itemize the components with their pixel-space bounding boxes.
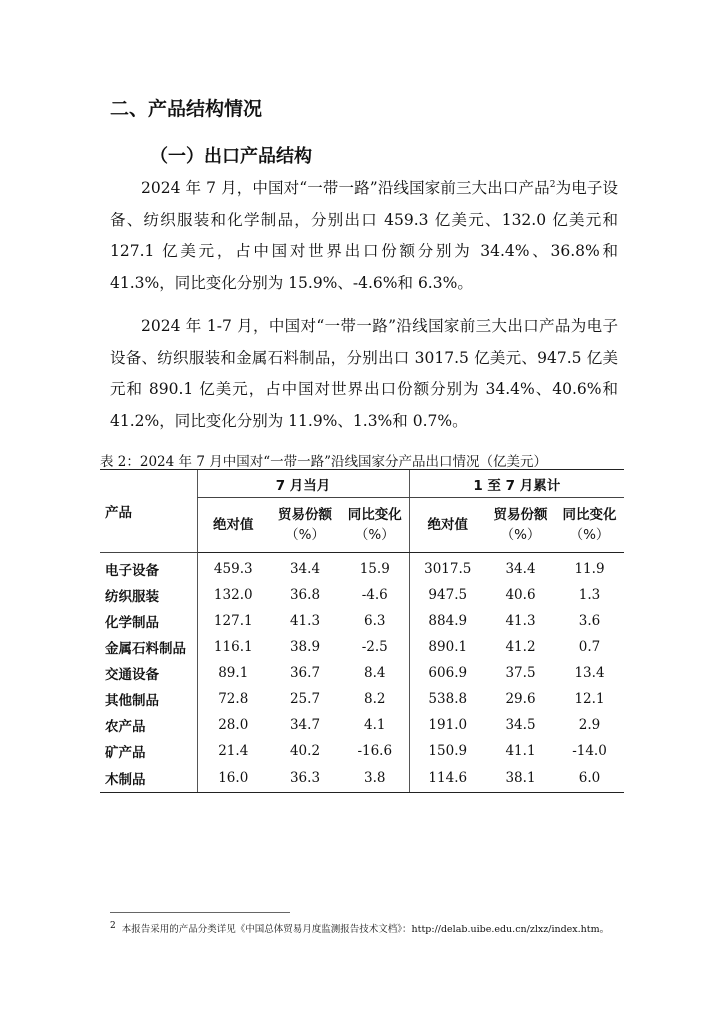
header-month-share bbox=[269, 498, 341, 553]
cell-month-abs: 21.4 bbox=[197, 738, 269, 764]
footnote-divider bbox=[110, 912, 290, 913]
cell-cum-abs: 606.9 bbox=[409, 660, 486, 686]
table-row bbox=[100, 712, 624, 738]
cell-month-share: 34.4 bbox=[289, 561, 321, 577]
cell-month-share: 41.3 bbox=[289, 613, 321, 629]
cell-cum-share: 29.6 bbox=[505, 691, 536, 707]
cell-cum-yoy: 1.3 bbox=[578, 587, 601, 603]
header-group-cumulative: 1 至 7 月累计 bbox=[409, 470, 624, 498]
cell-month-yoy: 8.2 bbox=[364, 691, 386, 707]
cell-month-abs: 127.1 bbox=[197, 608, 269, 634]
header-month-share-unit: （%） bbox=[285, 527, 325, 543]
cell-cum-yoy: 12.1 bbox=[574, 691, 605, 707]
cell-cum-yoy: 11.9 bbox=[574, 561, 605, 577]
cell-month-yoy: -4.6 bbox=[361, 587, 388, 603]
cell-cum-share: 41.1 bbox=[505, 743, 536, 759]
cell-cum-yoy: 13.4 bbox=[574, 665, 605, 681]
cell-cum-abs: 114.6 bbox=[409, 764, 486, 793]
cell-cum-share: 38.1 bbox=[486, 764, 555, 793]
cell-month-abs: 459.3 bbox=[197, 553, 269, 583]
cell-month-yoy: 4.1 bbox=[364, 717, 386, 733]
footnote-text: 本报告采用的产品分类详见《中国总体贸易月度监测报告技术文档》：http://delab.uibe.edu.cn/zlxz/index.htm。 bbox=[121, 924, 610, 935]
cell-month-abs: 116.1 bbox=[197, 634, 269, 660]
cell-month-share: 36.3 bbox=[269, 764, 341, 793]
subsection-heading: （一）出口产品结构 bbox=[150, 146, 312, 167]
cell-product: 化学制品 bbox=[105, 615, 159, 631]
cell-month-abs: 132.0 bbox=[197, 582, 269, 608]
cell-cum-abs: 884.9 bbox=[409, 608, 486, 634]
cell-month-yoy: 8.4 bbox=[364, 665, 386, 681]
table-row bbox=[100, 608, 624, 634]
header-month-share-label: 贸易份额 bbox=[278, 507, 332, 523]
table-row bbox=[100, 553, 624, 583]
cell-month-abs: 28.0 bbox=[197, 712, 269, 738]
cell-product: 金属石料制品 bbox=[105, 641, 186, 657]
cell-cum-share: 34.5 bbox=[505, 717, 536, 733]
cell-month-abs: 72.8 bbox=[197, 686, 269, 712]
header-cum-abs-label: 绝对值 bbox=[427, 517, 468, 533]
table-row bbox=[100, 660, 624, 686]
cell-cum-abs: 191.0 bbox=[409, 712, 486, 738]
table-row bbox=[100, 738, 624, 764]
table-caption: 表 2：2024 年 7 月中国对“一带一路”沿线国家分产品出口情况（亿美元） bbox=[100, 454, 548, 470]
cell-month-yoy: 6.3 bbox=[364, 613, 386, 629]
header-cum-abs bbox=[409, 498, 486, 553]
cell-product: 矿产品 bbox=[105, 745, 146, 761]
cell-cum-share: 41.2 bbox=[505, 639, 536, 655]
cell-month-share: 38.9 bbox=[289, 639, 321, 655]
cell-product: 其他制品 bbox=[105, 693, 159, 709]
cell-cum-abs: 890.1 bbox=[409, 634, 486, 660]
cell-month-share: 25.7 bbox=[289, 691, 321, 707]
cell-month-yoy: -2.5 bbox=[361, 639, 388, 655]
header-cum-yoy bbox=[555, 498, 624, 553]
cell-product: 电子设备 bbox=[105, 563, 159, 579]
header-month-yoy bbox=[341, 498, 409, 553]
cell-month-share: 36.8 bbox=[289, 587, 321, 603]
header-product: 产品 bbox=[100, 470, 197, 553]
cell-product: 交通设备 bbox=[105, 667, 159, 683]
table-header-group-row bbox=[100, 470, 624, 498]
export-products-table bbox=[100, 469, 624, 793]
cell-cum-yoy: 2.9 bbox=[578, 717, 601, 733]
footnote bbox=[110, 921, 670, 935]
cell-cum-share: 41.3 bbox=[505, 613, 536, 629]
table-row bbox=[100, 582, 624, 608]
cell-month-share: 40.2 bbox=[289, 743, 321, 759]
header-cum-share bbox=[486, 498, 555, 553]
cell-cum-share: 37.5 bbox=[505, 665, 536, 681]
footnote-number: 2 bbox=[110, 920, 116, 931]
header-month-yoy-label: 同比变化 bbox=[347, 507, 402, 523]
cell-cum-abs: 947.5 bbox=[409, 582, 486, 608]
cell-month-yoy: 3.8 bbox=[341, 764, 409, 793]
cell-month-abs: 16.0 bbox=[197, 764, 269, 793]
cell-cum-yoy: 0.7 bbox=[578, 639, 601, 655]
cell-cum-yoy: 3.6 bbox=[578, 613, 601, 629]
header-cum-share-label: 贸易份额 bbox=[493, 507, 548, 523]
cell-product: 农产品 bbox=[105, 719, 146, 735]
header-cum-share-unit: （%） bbox=[500, 527, 541, 543]
table-row bbox=[100, 686, 624, 712]
cell-month-abs: 89.1 bbox=[197, 660, 269, 686]
header-month-abs bbox=[197, 498, 269, 553]
cell-cum-abs: 150.9 bbox=[409, 738, 486, 764]
cell-month-yoy: -16.6 bbox=[357, 743, 393, 759]
paragraph-july-text-a: 2024 年 7 月，中国对“一带一路”沿线国家前三大出口产品 bbox=[141, 179, 550, 197]
cell-cum-share: 40.6 bbox=[505, 587, 536, 603]
cell-cum-yoy: -14.0 bbox=[572, 743, 607, 759]
paragraph-july-text-b: 为电子设备、纺织服装和化学制品，分别出口 459.3 亿美元、132.0 亿美元和 127.1 亿美元，占中国对世界出口份额分别为 34.4%、36.8%和 41.3%，同比变化分别为 15.9%、-4.6%和 6.3%。 bbox=[110, 179, 618, 292]
cell-cum-share: 34.4 bbox=[505, 561, 536, 577]
paragraph-jan-jul: 2024 年 1-7 月，中国对“一带一路”沿线国家前三大出口产品为电子设备、纺织服装和金属石料制品，分别出口 3017.5 亿美元、947.5 亿美元和 890.1 亿美元，占中国对世界出口份额分别为 34.4%、40.6%和 41.2%，同比变化分别为 11.9%、1.3%和 0.7%。 bbox=[110, 317, 618, 430]
cell-month-share: 34.7 bbox=[289, 717, 321, 733]
cell-month-share: 36.7 bbox=[289, 665, 321, 681]
header-cum-yoy-unit: （%） bbox=[569, 527, 610, 543]
cell-month-yoy: 15.9 bbox=[359, 561, 390, 577]
section-heading: 二、产品结构情况 bbox=[110, 98, 263, 120]
table-row bbox=[100, 764, 624, 793]
table-row bbox=[100, 634, 624, 660]
header-group-month: 7 月当月 bbox=[197, 470, 409, 498]
header-month-yoy-unit: （%） bbox=[354, 527, 395, 543]
header-month-abs-label: 绝对值 bbox=[213, 517, 254, 533]
header-cum-yoy-label: 同比变化 bbox=[562, 507, 617, 523]
footnote-ref[interactable]: 2 bbox=[549, 179, 556, 190]
cell-product: 木制品 bbox=[100, 764, 197, 793]
cell-cum-abs: 538.8 bbox=[409, 686, 486, 712]
cell-cum-yoy: 6.0 bbox=[555, 764, 624, 793]
cell-cum-abs: 3017.5 bbox=[409, 553, 486, 583]
cell-product: 纺织服装 bbox=[105, 589, 159, 605]
paragraph-july bbox=[110, 173, 618, 299]
